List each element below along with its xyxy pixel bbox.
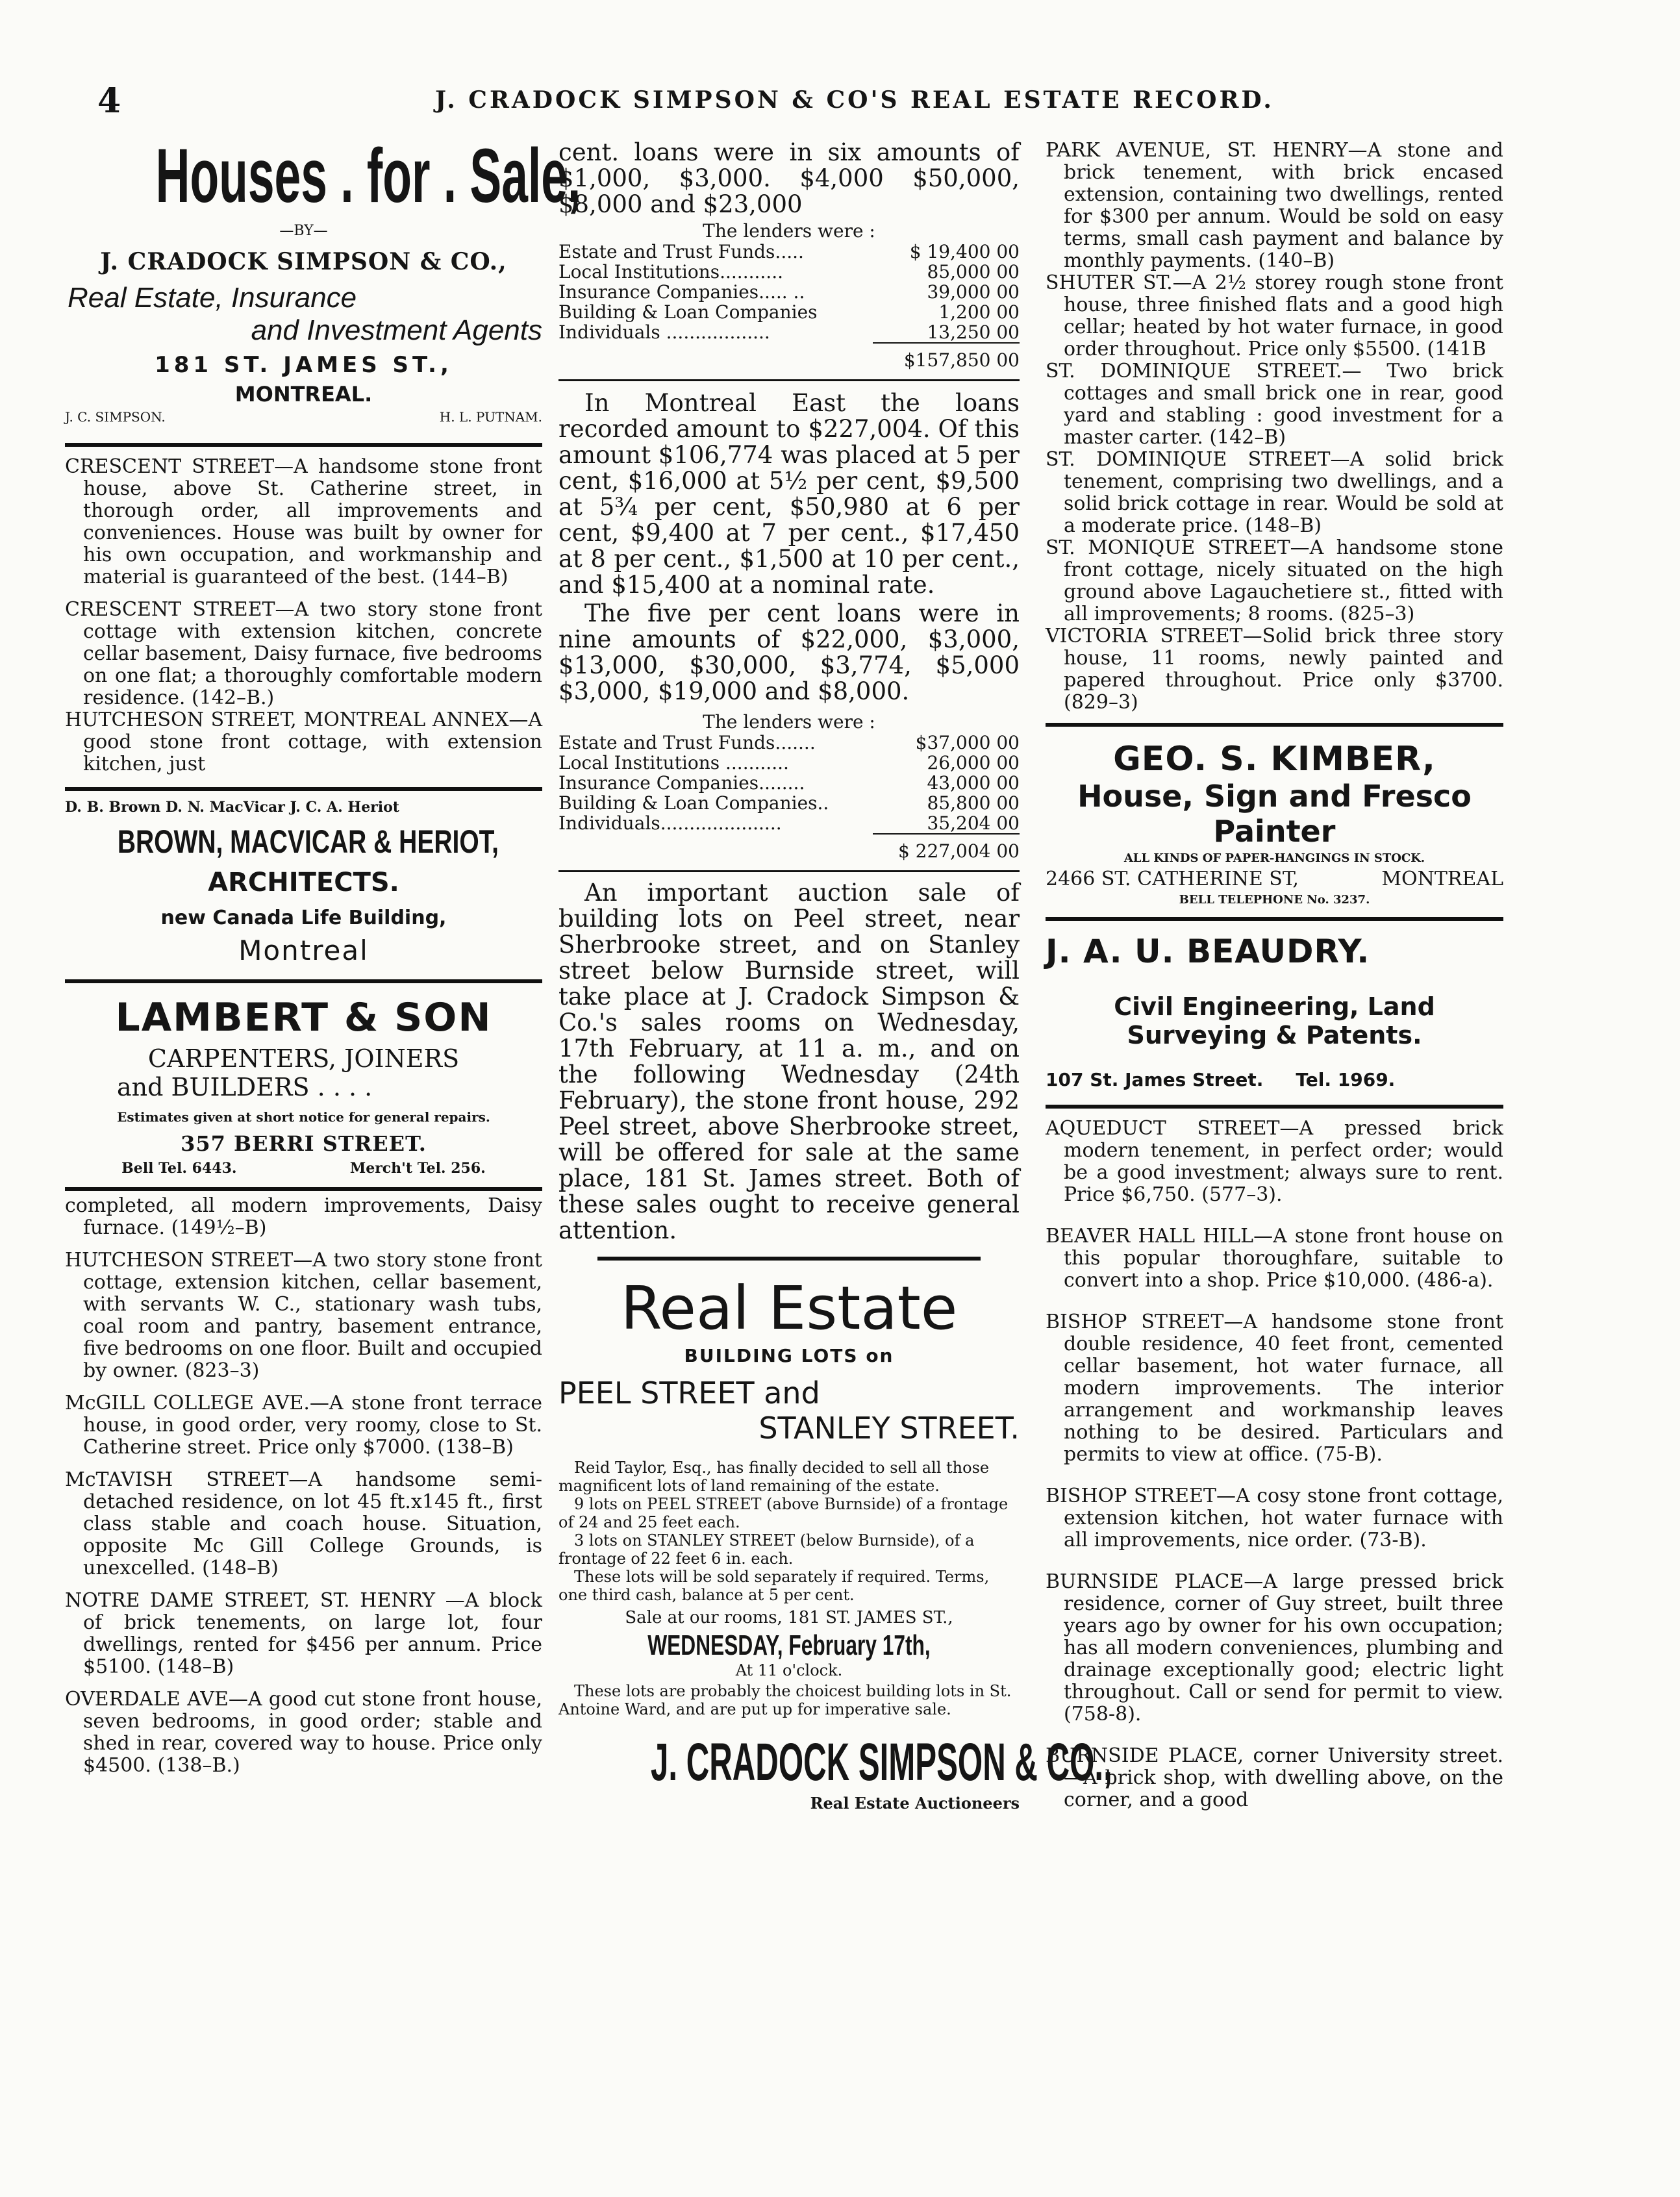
- listing: AQUEDUCT STREET—A pressed brick modern tenement, in perfect order; would be a good investment; always sure to rent. Price $6,750. (577–3).: [1046, 1117, 1503, 1206]
- listing: SHUTER ST.—A 2½ storey rough stone front house, three finished flats and a good high cellar; heated by hot water furnace, in good order throughout. Price only $5500. (141B: [1046, 271, 1503, 360]
- ad-headline: Houses . for . Sale,: [155, 133, 581, 219]
- kimber-phone: BELL TELEPHONE No. 3237.: [1179, 893, 1370, 907]
- lender-name: Insurance Companies........: [558, 772, 805, 794]
- lender-row: [558, 302, 1020, 322]
- beaudry-address: 107 St. James Street.: [1046, 1069, 1264, 1090]
- beaudry-tel: Tel. 1969.: [1296, 1069, 1396, 1090]
- lambert-estimates: Estimates given at short notice for general repairs.: [117, 1109, 490, 1125]
- lambert-bell-tel: Bell Tel. 6443.: [121, 1160, 237, 1177]
- real-estate-p4: These lots will be sold separately if required. Terms, one third cash, balance at 5 per cent.: [558, 1568, 990, 1604]
- lender-row: [558, 753, 1020, 773]
- divider: [65, 979, 542, 983]
- listing: CRESCENT STREET—A two story stone front cottage with extension kitchen, concrete cellar basement, Daisy furnace, five bedrooms on one flat; a thoroughly comfortable modern residence. (142–B.): [65, 598, 542, 709]
- listing: HUTCHESON STREET, MONTREAL ANNEX—A good stone front cottage, with extension kitchen, just: [65, 709, 542, 775]
- firm-line-1: Real Estate, Insurance: [68, 282, 357, 314]
- divider: [1046, 917, 1503, 921]
- lender-row: [558, 793, 1020, 813]
- listing: McGILL COLLEGE AVE.—A stone front terrace house, in good order, very roomy, close to St. Catherine street. Price only $7000. (138–B): [65, 1392, 542, 1459]
- lender-amount: 85,800 00: [927, 792, 1020, 814]
- lender-amount: 13,250 00: [927, 321, 1020, 343]
- para-auction: An important auction sale of building lots on Peel street, near Sherbrooke street, and on Stanley street below Burnside street, will take place at J. Cradock Simpson & Co.'s sales rooms on Wednesday, 17th February, at 11 a. m., and on the following Wednesday (24th February), the stone front house, 292 Peel street, above Sherbrooke street, will be offered for sale at the same place, 181 St. James street. Both of these sales ought to receive general attention.: [558, 879, 1020, 1244]
- para-montreal-east: In Montreal East the loans recorded amount to $227,004. Of this amount $106,774 was placed at 5 per cent, $16,000 at 5½ per cent, $9,500 at 5¾ per cent, $50,980 at 6 per cent, $9,400 at 7 per cent., $17,450 at 8 per cent., $1,500 at 10 per cent., and $15,400 at a nominal rate.: [558, 389, 1020, 599]
- listing: BEAVER HALL HILL—A stone front house on this popular thoroughfare, suitable to convert into a shop. Price $10,000. (486-a).: [1046, 1225, 1503, 1292]
- listing: ST. DOMINIQUE STREET.— Two brick cottages and small brick one in rear, good yard and stabling : good investment for a master carter. (142–B): [1046, 360, 1503, 449]
- listings-top: [1046, 140, 1503, 714]
- real-estate-street-2: STANLEY STREET.: [759, 1411, 1020, 1446]
- kimber-line-1: House, Sign and Fresco: [1077, 779, 1472, 814]
- lender-name: Insurance Companies..... ..: [558, 281, 805, 303]
- kimber-city: MONTREAL: [1381, 868, 1503, 890]
- real-estate-street-1: PEEL STREET and: [558, 1375, 820, 1411]
- real-estate-headline: Real Estate: [620, 1274, 958, 1343]
- ad-simpson: [65, 133, 581, 425]
- divider: [65, 443, 542, 447]
- loans-intro: cent. loans were in six amounts of $1,000, $3,000. $4,000 $50,000, $8,000 and $23,000: [558, 138, 1020, 218]
- listing: VICTORIA STREET—Solid brick three story house, 11 rooms, newly painted and papered throughout. Price only $3700. (829–3): [1046, 625, 1503, 714]
- para-five-per-cent: The five per cent loans were in nine amounts of $22,000, $3,000, $13,000, $30,000, $3,774, $5,000 $3,000, $19,000 and $8,000.: [558, 599, 1020, 705]
- listing: ST. MONIQUE STREET—A handsome stone front cottage, nicely situated on the high ground above Lagauchetiere st., fitted with all improvements; 8 rooms. (825–3): [1046, 536, 1503, 625]
- listing: BURNSIDE PLACE—A large pressed brick residence, corner of Guy street, built three years ago by owner for his own occupation; has all modern conveniences, plumbing and drainage exceptionally good; electric light throughout. Call or send for permit to view. (758-8).: [1046, 1570, 1503, 1726]
- page-number: 4: [97, 81, 121, 121]
- real-estate-time: At 11 o'clock.: [735, 1661, 843, 1679]
- beaudry-line-1: Civil Engineering, Land: [1114, 992, 1435, 1021]
- listing: NOTRE DAME STREET, ST. HENRY —A block of brick tenements, on large lot, four dwellings, rented for $456 per annum. Price $5100. (148–B): [65, 1589, 542, 1678]
- divider: [65, 1187, 542, 1191]
- listing: HUTCHESON STREET—A two story stone front cottage, extension kitchen, cellar basement, with servants W. C., stationary wash tubs, coal room and pantry, basement entrance, five bedrooms on one floor. Built and occupied by owner. (823–3): [65, 1249, 542, 1382]
- lambert-firm: LAMBERT & SON: [115, 995, 492, 1040]
- listing: PARK AVENUE, ST. HENRY—A stone and brick tenement, with brick encased extension, containing two dwellings, rented for $300 per annum. Would be sold on easy terms, small cash payment and balance by monthly payments. (140–B): [1046, 139, 1503, 272]
- architect-title: ARCHITECTS.: [208, 868, 399, 898]
- ad-architects: [65, 799, 542, 966]
- partner-simpson: J. C. SIMPSON.: [65, 409, 166, 425]
- lenders-total-2: $ 227,004 00: [873, 834, 1020, 861]
- real-estate-p3: 3 lots on STANLEY STREET (below Burnside), of a frontage of 22 feet 6 in. each.: [558, 1531, 975, 1568]
- architect-firm: BROWN, MACVICAR & HERIOT,: [117, 823, 499, 860]
- listing: BISHOP STREET—A handsome stone front double residence, 40 feet front, cemented cellar basement, hot water furnace, all modern improvements. The interior arrangement and workmanship leaves nothing to be desired. Particulars and permits to view at office. (75-B).: [1046, 1311, 1503, 1466]
- firm-city: MONTREAL.: [234, 382, 373, 407]
- lambert-merch-tel: Merch't Tel. 256.: [349, 1160, 486, 1177]
- kimber-name: GEO. S. KIMBER,: [1113, 740, 1436, 779]
- listings-bottom: [65, 1195, 542, 1777]
- ad-beaudry: [1046, 933, 1503, 1090]
- lender-amount: 85,000 00: [927, 261, 1020, 282]
- firm-name: J. CRADOCK SIMPSON & CO.,: [100, 248, 507, 275]
- ad-real-estate: [558, 1274, 1112, 1813]
- kimber-line-2: Painter: [1213, 814, 1336, 849]
- lender-amount: 43,000 00: [927, 772, 1020, 794]
- kimber-line-3: ALL KINDS OF PAPER-HANGINGS IN STOCK.: [1123, 851, 1425, 865]
- ad-lambert: [65, 995, 542, 1177]
- lender-amount: 35,204 00: [927, 812, 1020, 834]
- lender-amount: $37,000 00: [915, 732, 1020, 753]
- lender-name: Individuals.....................: [558, 812, 782, 834]
- lender-name: Building & Loan Companies: [558, 301, 818, 323]
- real-estate-p1: Reid Taylor, Esq., has finally decided to sell all those magnificent lots of land remaining of the estate.: [558, 1459, 990, 1495]
- lambert-line-2: and BUILDERS . . . .: [117, 1073, 373, 1101]
- lender-name: Local Institutions...........: [558, 261, 784, 282]
- architect-names: D. B. Brown D. N. MacVicar J. C. A. Heriot: [65, 799, 399, 816]
- lender-row: [558, 262, 1020, 282]
- divider: [558, 379, 1020, 381]
- lenders-label-1: The lenders were :: [703, 220, 875, 242]
- lender-name: Local Institutions ...........: [558, 752, 789, 773]
- listing: OVERDALE AVE—A good cut stone front house, seven bedrooms, in good order; stable and shed in rear, covered way to house. Price only $4500. (138–B.): [65, 1688, 542, 1777]
- lender-row: [558, 322, 1020, 343]
- ad-kimber: [1046, 740, 1503, 907]
- listing: BURNSIDE PLACE, corner University street.—A brick shop, with dwelling above, on the corner, and a good: [1046, 1744, 1503, 1811]
- divider: [65, 787, 542, 791]
- listing: ST. DOMINIQUE STREET—A solid brick tenement, comprising two dwellings, and a solid brick cottage in rear. Would be sold at a moderate price. (148–B): [1046, 448, 1503, 537]
- divider: [597, 1257, 981, 1261]
- architect-city: Montreal: [238, 935, 369, 966]
- real-estate-sub: BUILDING LOTS on: [684, 1345, 894, 1366]
- lenders-total-1: $157,850 00: [873, 343, 1020, 370]
- partner-putnam: H. L. PUTNAM.: [439, 409, 542, 425]
- listing: BISHOP STREET—A cosy stone front cottage, extension kitchen, hot water furnace with all improvements, nice order. (73-B).: [1046, 1485, 1503, 1551]
- divider: [1046, 1105, 1503, 1109]
- lambert-line-1: CARPENTERS, JOINERS: [147, 1044, 460, 1073]
- lender-row: [558, 282, 1020, 302]
- column-middle: [558, 138, 1112, 1813]
- beaudry-line-2: Surveying & Patents.: [1127, 1021, 1422, 1049]
- lender-row: [558, 813, 1020, 834]
- lender-amount: 1,200 00: [938, 301, 1020, 323]
- firm-line-2: and Investment Agents: [251, 314, 542, 346]
- lender-name: Estate and Trust Funds.......: [558, 732, 816, 753]
- running-title: J. CRADOCK SIMPSON & CO'S REAL ESTATE RECORD.: [435, 86, 1274, 114]
- real-estate-role: Real Estate Auctioneers: [810, 1794, 1020, 1813]
- lenders-label-2: The lenders were :: [703, 711, 875, 733]
- divider: [558, 870, 1020, 872]
- ad-by: —BY—: [279, 223, 328, 239]
- lender-name: Individuals ..................: [558, 321, 770, 343]
- listings-bottom: [1046, 1118, 1503, 1811]
- lenders-table-2: [558, 733, 1020, 861]
- firm-address: 181 ST. JAMES ST.,: [155, 352, 453, 378]
- listing: CRESCENT STREET—A handsome stone front house, above St. Catherine street, in thorough order, all improvements and conveniences. House was built by owner for his own occupation, and workmanship and material is guaranteed of the best. (144–B): [65, 455, 542, 588]
- column-right: [1046, 140, 1503, 1822]
- real-estate-p6: These lots are probably the choicest building lots in St. Antoine Ward, and are put up for imperative sale.: [558, 1682, 1012, 1718]
- lender-row: [558, 242, 1020, 262]
- column-left: [65, 133, 581, 1787]
- real-estate-p5: Sale at our rooms, 181 ST. JAMES ST.,: [625, 1608, 953, 1627]
- listing: completed, all modern improvements, Daisy furnace. (149½–B): [65, 1194, 542, 1239]
- lender-amount: $ 19,400 00: [909, 241, 1020, 262]
- page-header: [97, 81, 1591, 120]
- listings-top: [65, 456, 542, 775]
- divider: [1046, 723, 1503, 727]
- real-estate-p2: 9 lots on PEEL STREET (above Burnside) of a frontage of 24 and 25 feet each.: [558, 1495, 1009, 1531]
- lambert-address: 357 BERRI STREET.: [181, 1131, 427, 1156]
- kimber-address: 2466 ST. CATHERINE ST,: [1046, 868, 1299, 890]
- lender-name: Building & Loan Companies..: [558, 792, 829, 814]
- lender-name: Estate and Trust Funds.....: [558, 241, 804, 262]
- lender-amount: 26,000 00: [927, 752, 1020, 773]
- lenders-table-1: [558, 242, 1020, 370]
- lender-amount: 39,000 00: [927, 281, 1020, 303]
- architect-building: new Canada Life Building,: [160, 907, 447, 929]
- real-estate-firm: J. CRADOCK SIMPSON & CO.,: [651, 1733, 1112, 1792]
- lender-row: [558, 773, 1020, 793]
- beaudry-name: J. A. U. BEAUDRY.: [1046, 933, 1370, 970]
- listing: McTAVISH STREET—A handsome semi-detached residence, on lot 45 ft.x145 ft., first class stable and coach house. Situation, opposite Mc Gill College Grounds, is unexcelled. (148–B): [65, 1468, 542, 1579]
- real-estate-date: WEDNESDAY, February 17th,: [647, 1629, 931, 1661]
- lender-row: [558, 733, 1020, 753]
